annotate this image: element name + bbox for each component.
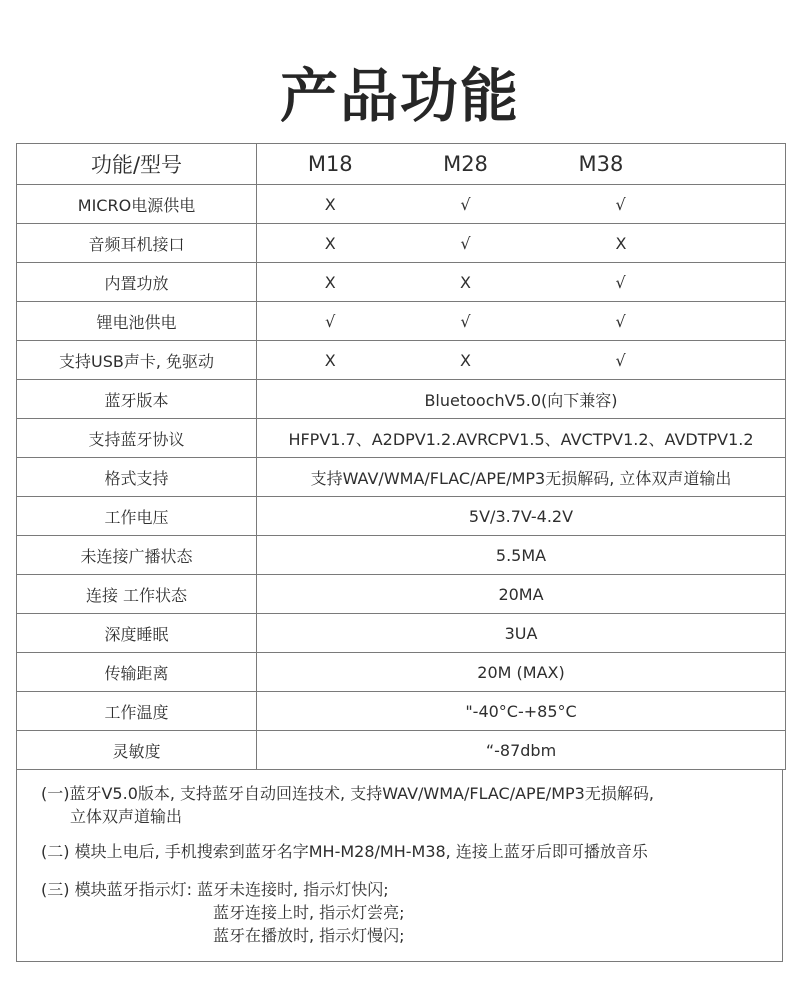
table-row [17, 653, 786, 692]
feature-cell: 支持蓝牙协议 [17, 419, 257, 458]
value-cell: "-40°C-+85°C [257, 692, 786, 731]
feature-cell: 未连接广播状态 [17, 536, 257, 575]
feature-cell: 支持USB声卡, 免驱动 [17, 341, 257, 380]
table-row [17, 341, 786, 380]
table-row [17, 614, 786, 653]
m28-cell: X [404, 263, 528, 302]
notes-box [16, 769, 783, 962]
table-row [17, 185, 786, 224]
m28-cell: √ [404, 185, 528, 224]
table-row [17, 263, 786, 302]
value-cell: 5V/3.7V-4.2V [257, 497, 786, 536]
feature-cell: 格式支持 [17, 458, 257, 497]
value-cell: BluetoochV5.0(向下兼容) [257, 380, 786, 419]
value-cell: 3UA [257, 614, 786, 653]
table-row [17, 731, 786, 770]
value-cell: “-87dbm [257, 731, 786, 770]
note-1-line-1: (一)蓝牙V5.0版本, 支持蓝牙自动回连技术, 支持WAV/WMA/FLAC/APE/MP3无损解码, [41, 784, 654, 803]
value-cell: 20M (MAX) [257, 653, 786, 692]
feature-cell: MICRO电源供电 [17, 185, 257, 224]
table-row [17, 575, 786, 614]
value-cell: 支持WAV/WMA/FLAC/APE/MP3无损解码, 立体双声道输出 [257, 458, 786, 497]
note-3-line-3: 蓝牙在播放时, 指示灯慢闪; [213, 926, 405, 945]
m18-cell: X [257, 185, 404, 224]
value-cell: 5.5MA [257, 536, 786, 575]
table-row [17, 497, 786, 536]
feature-cell: 深度睡眠 [17, 614, 257, 653]
m18-cell: X [257, 224, 404, 263]
m18-cell: X [257, 341, 404, 380]
table-row [17, 380, 786, 419]
header-m38: M38 [528, 144, 786, 185]
header-feature: 功能/型号 [17, 144, 257, 185]
m38-cell: √ [528, 302, 786, 341]
note-3-line-1: (三) 模块蓝牙指示灯: 蓝牙未连接时, 指示灯快闪; [41, 880, 389, 899]
table-row [17, 224, 786, 263]
feature-cell: 工作电压 [17, 497, 257, 536]
value-cell: 20MA [257, 575, 786, 614]
table-row [17, 302, 786, 341]
table-row [17, 692, 786, 731]
spec-table [16, 143, 786, 770]
m28-cell: √ [404, 302, 528, 341]
header-m28: M28 [404, 144, 528, 185]
table-header-row [17, 144, 786, 185]
feature-cell: 音频耳机接口 [17, 224, 257, 263]
feature-cell: 内置功放 [17, 263, 257, 302]
m18-cell: √ [257, 302, 404, 341]
m38-cell: √ [528, 185, 786, 224]
header-m18: M18 [257, 144, 404, 185]
feature-cell: 连接 工作状态 [17, 575, 257, 614]
table-row [17, 458, 786, 497]
feature-cell: 传输距离 [17, 653, 257, 692]
value-cell: HFPV1.7、A2DPV1.2.AVRCPV1.5、AVCTPV1.2、AVDTPV1.2 [257, 419, 786, 458]
feature-cell: 蓝牙版本 [17, 380, 257, 419]
m18-cell: X [257, 263, 404, 302]
m38-cell: X [528, 224, 786, 263]
m38-cell: √ [528, 263, 786, 302]
note-3-line-2: 蓝牙连接上时, 指示灯尝亮; [213, 903, 405, 922]
note-1-line-2: 立体双声道输出 [70, 807, 183, 826]
feature-cell: 工作温度 [17, 692, 257, 731]
page-title: 产品功能 [279, 62, 520, 130]
feature-cell: 锂电池供电 [17, 302, 257, 341]
table-row [17, 419, 786, 458]
m28-cell: X [404, 341, 528, 380]
note-2: (二) 模块上电后, 手机搜索到蓝牙名字MH-M28/MH-M38, 连接上蓝牙后即可播放音乐 [41, 842, 648, 861]
feature-cell: 灵敏度 [17, 731, 257, 770]
m28-cell: √ [404, 224, 528, 263]
m38-cell: √ [528, 341, 786, 380]
table-row [17, 536, 786, 575]
